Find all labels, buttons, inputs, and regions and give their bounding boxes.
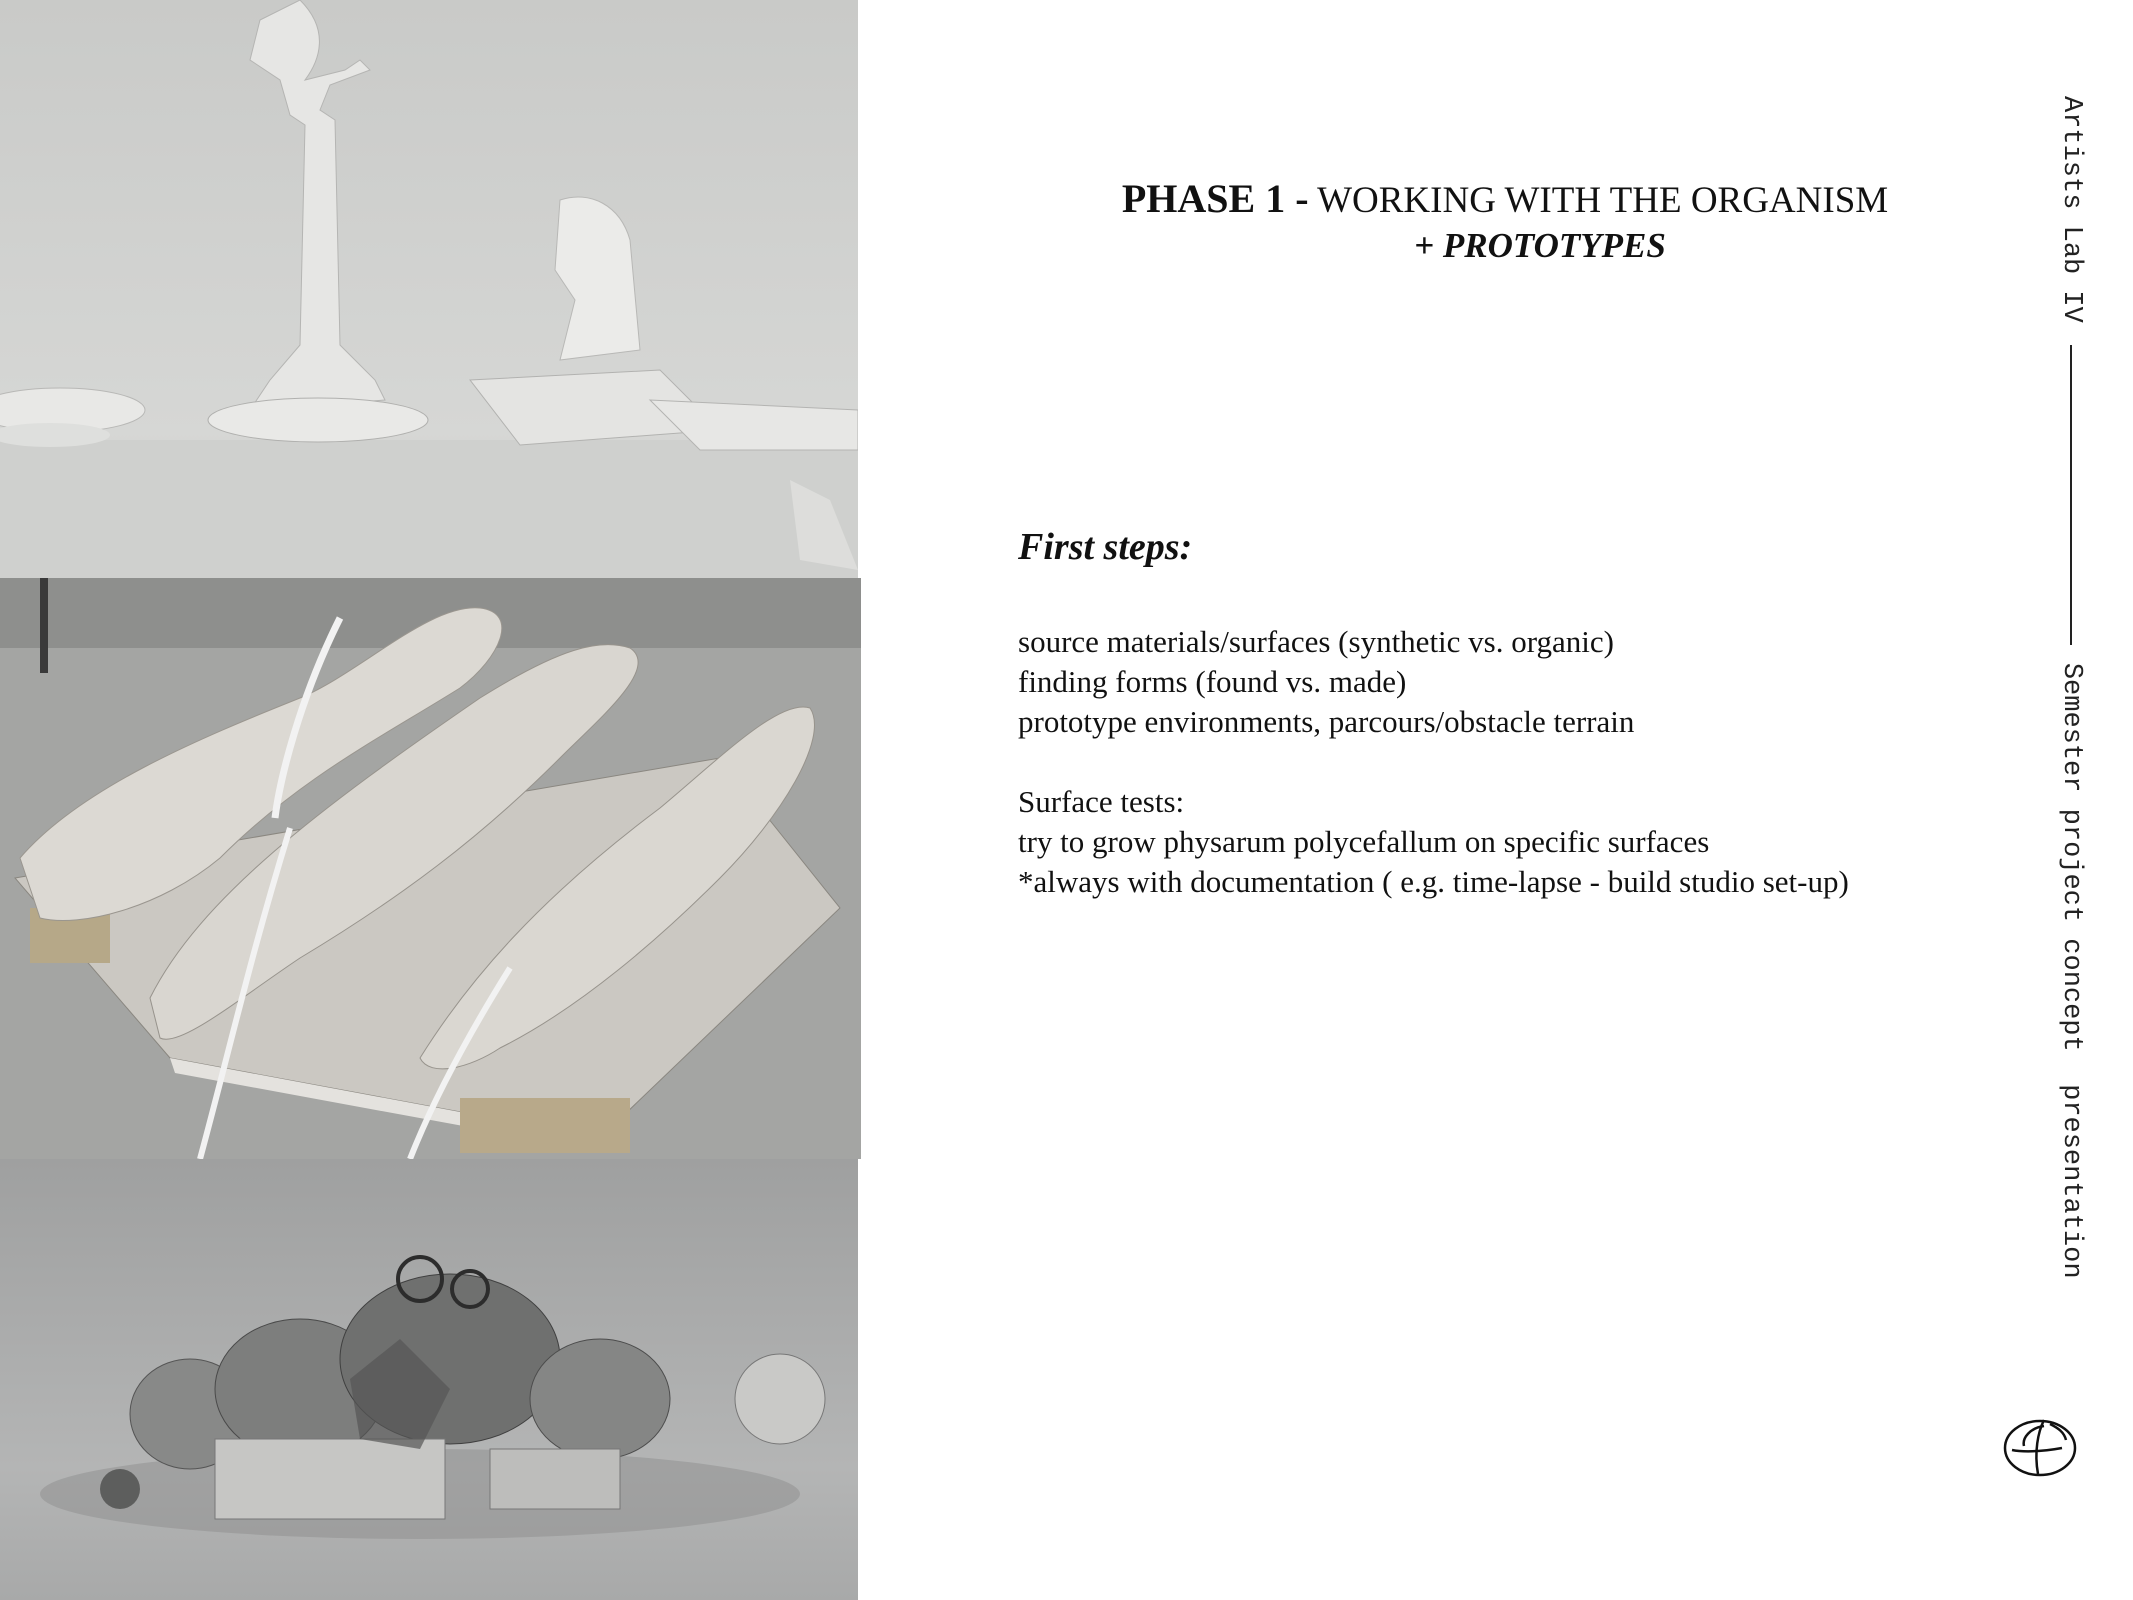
section-heading: First steps: [1018, 526, 1193, 568]
body-line: prototype environments, parcours/obstacle terrain [1018, 704, 1635, 739]
side-label-course: Artists Lab IV [2056, 96, 2086, 323]
body-line: Surface tests: [1018, 784, 1185, 819]
side-label [2056, 96, 2086, 1279]
body-line: *always with documentation ( e.g. time-lapse - build studio set-up) [1018, 864, 1849, 899]
porcelain-candlestick-photo [0, 0, 858, 578]
slide-title [1000, 176, 2010, 268]
title-phase-name: WORKING WITH THE ORGANISM [1317, 180, 1889, 221]
side-label-project: Semester project concept presentation [2056, 662, 2086, 1279]
hand-drawn-logo-icon [2000, 1412, 2080, 1482]
body-line: source materials/surfaces (synthetic vs. organic) [1018, 624, 1614, 659]
title-phase-label: PHASE 1 - [1121, 176, 1309, 221]
body-text [1018, 622, 1849, 902]
paragraph-gap [1018, 742, 1849, 782]
body-line: try to grow physarum polycefallum on specific surfaces [1018, 824, 1710, 859]
body-line: finding forms (found vs. made) [1018, 664, 1407, 699]
shell-and-jewelry-pile-photo [0, 1159, 858, 1600]
title-subtitle: + PROTOTYPES [1414, 226, 1666, 265]
clay-sculpture-photo [0, 578, 861, 1159]
side-label-divider [2070, 345, 2072, 645]
